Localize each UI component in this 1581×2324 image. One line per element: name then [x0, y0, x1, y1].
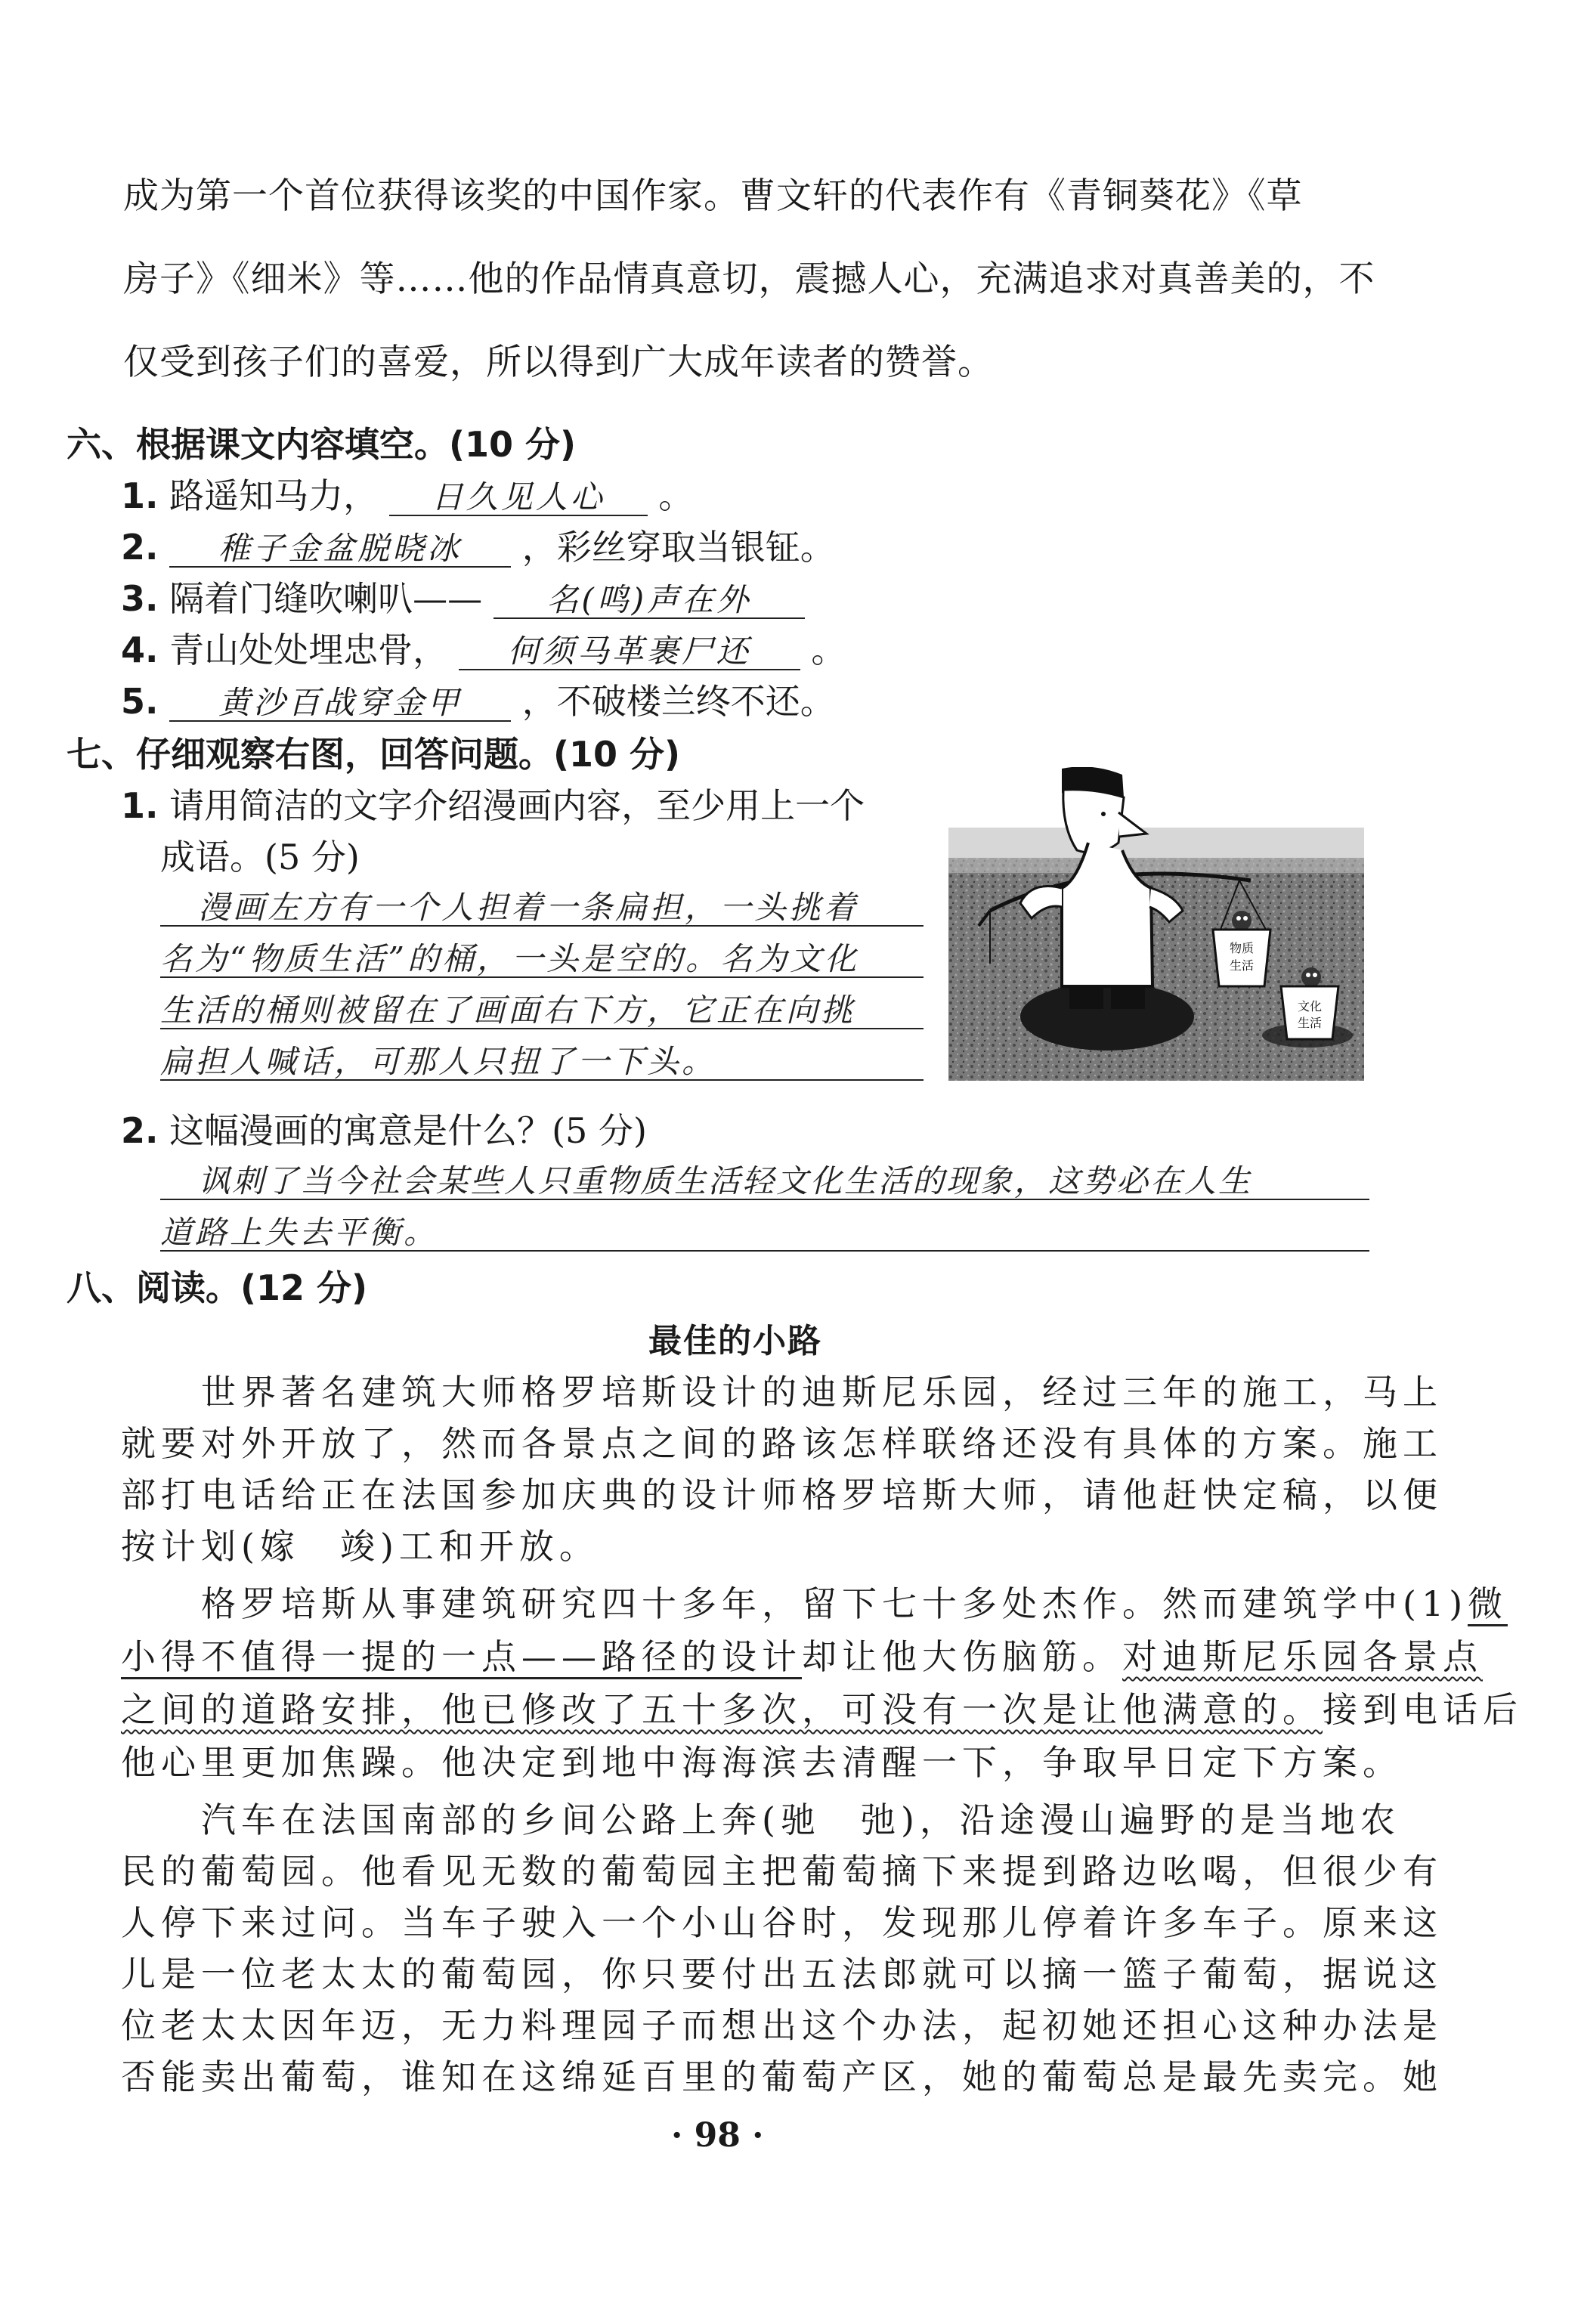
page-number: · 98 ·	[671, 2116, 764, 2155]
article-title: 最佳的小路	[648, 1322, 822, 1360]
item-text-after: 。	[811, 630, 846, 670]
item-number: 3.	[121, 578, 159, 619]
text-segment: 接到电话后	[1323, 1689, 1523, 1730]
answer-line: 讽刺了当今社会某些人只重物质生活轻文化生活的现象，这势必在人生	[198, 1162, 1253, 1199]
answer-blank[interactable]: 日久见人心	[389, 480, 648, 516]
answer-underline	[160, 925, 924, 927]
paragraph-line: 按计划(嫁 竣)工和开放。	[121, 1526, 599, 1567]
bucket-label: 生活	[1229, 958, 1255, 973]
paragraph-line: 儿是一位老太太的葡萄园，你只要付出五法郎就可以摘一篮子葡萄，据说这	[121, 1954, 1443, 1994]
intro-line-1: 成为第一个首位获得该奖的中国作家。曹文轩的代表作有《青铜葵花》《草	[123, 175, 1303, 217]
item-text-after: ，不破楼兰终不还。	[521, 681, 835, 722]
fill-item-2	[121, 520, 835, 570]
answer-blank[interactable]: 稚子金盆脱晓冰	[169, 531, 511, 568]
section-8-title: 八、阅读。(12 分)	[67, 1267, 368, 1308]
question-text: 这幅漫画的寓意是什么？(5 分)	[169, 1110, 647, 1151]
answer-blank[interactable]: 何须马革裹尸还	[459, 634, 800, 670]
question-number: 1.	[121, 785, 159, 826]
bucket-label: 物质	[1229, 941, 1255, 955]
paragraph-line: 就要对外开放了，然而各景点之间的路该怎样联络还没有具体的方案。施工	[121, 1423, 1443, 1464]
answer-underline	[160, 1250, 1369, 1252]
figure-shadow	[1020, 983, 1194, 1051]
wavy-underlined-sentence: 之间的道路安排，他已修改了五十多次，可没有一次是让他满意的。	[121, 1689, 1323, 1730]
question-1-line-1	[121, 778, 865, 828]
item-text-before: 隔着门缝吹喇叭——	[169, 578, 483, 619]
item-number: 5.	[121, 681, 159, 722]
text-segment: 格罗培斯从事建筑研究四十多年，留下七十多处杰作。然而建筑学中(1)	[121, 1583, 1468, 1624]
answer-line: 扁担人喊话，可那人只扭了一下头。	[160, 1043, 717, 1080]
paragraph-line: 位老太太因年迈，无力料理园子而想出这个办法，起初她还担心这种办法是	[121, 2005, 1443, 2046]
item-number: 2.	[121, 527, 159, 568]
paragraph-line: 民的葡萄园。他看见无数的葡萄园主把葡萄摘下来提到路边吆喝，但很少有	[121, 1851, 1443, 1892]
item-text-before: 青山处处埋忠骨，	[169, 630, 448, 670]
question-1-line-2: 成语。(5 分)	[160, 837, 360, 877]
underlined-phrase: 小得不值得一提的一点——路径的设计	[121, 1636, 802, 1679]
fill-item-1	[121, 469, 693, 518]
item-text-after: 。	[658, 475, 694, 516]
bucket-label: 生活	[1297, 1016, 1323, 1030]
paragraph-line: 他心里更加焦躁。他决定到地中海海滨去清醒一下，争取早日定下方案。	[121, 1742, 1403, 1783]
text-segment: 却让他大伤脑筋。	[802, 1636, 1122, 1677]
fill-item-4	[121, 623, 846, 673]
answer-blank[interactable]: 黄沙百战穿金甲	[169, 685, 511, 722]
paragraph-line: 部打电话给正在法国参加庆典的设计师格罗培斯大师，请他赶快定稿，以便	[121, 1475, 1443, 1515]
underlined-phrase: 微	[1468, 1583, 1508, 1626]
section-6-title: 六、根据课文内容填空。(10 分)	[67, 424, 577, 465]
answer-line: 名为“物质生活”的桶，一头是空的。名为文化	[160, 940, 859, 977]
paragraph-line: 汽车在法国南部的乡间公路上奔(驰 弛)，沿途漫山遍野的是当地农	[121, 1799, 1400, 1840]
paragraph-line: 人停下来过问。当车子驶入一个小山谷时，发现那儿停着许多车子。原来这	[121, 1902, 1443, 1943]
answer-underline	[160, 976, 924, 978]
answer-underline	[160, 1199, 1369, 1200]
fill-item-3	[121, 571, 805, 621]
answer-line: 漫画左方有一个人担着一条扁担，一头挑着	[198, 889, 859, 926]
wavy-underlined-sentence: 对迪斯尼乐园各景点	[1122, 1636, 1483, 1677]
bucket-label: 文化	[1297, 999, 1323, 1013]
intro-line-3: 仅受到孩子们的喜爱，所以得到广大成年读者的赞誉。	[123, 342, 994, 383]
item-text-after: ，彩丝穿取当银钲。	[521, 527, 835, 568]
answer-underline	[160, 1028, 924, 1029]
question-2	[121, 1103, 647, 1153]
item-text-before: 路遥知马力，	[169, 475, 379, 516]
section-7-title: 七、仔细观察右图，回答问题。(10 分)	[67, 734, 681, 775]
paragraph-line: 世界著名建筑大师格罗培斯设计的迪斯尼乐园，经过三年的施工，马上	[121, 1372, 1443, 1413]
paragraph-line	[121, 1629, 1483, 1679]
item-number: 1.	[121, 475, 159, 516]
question-number: 2.	[121, 1110, 159, 1151]
answer-line: 生活的桶则被留在了画面右下方，它正在向挑	[160, 992, 856, 1029]
question-text: 请用简洁的文字介绍漫画内容，至少用上一个	[169, 785, 865, 826]
item-number: 4.	[121, 630, 159, 670]
cartoon-illustration	[948, 767, 1364, 1081]
answer-underline	[160, 1079, 924, 1081]
answer-line: 道路上失去平衡。	[160, 1214, 439, 1251]
fill-item-5	[121, 674, 835, 724]
paragraph-line	[121, 1577, 1508, 1626]
intro-line-2: 房子》《细米》等……他的作品情真意切，震撼人心，充满追求对真善美的，不	[123, 258, 1375, 300]
paragraph-line: 否能卖出葡萄，谁知在这绵延百里的葡萄产区，她的葡萄总是最先卖完。她	[121, 2056, 1443, 2097]
answer-blank[interactable]: 名(鸣)声在外	[493, 583, 805, 619]
paragraph-line	[121, 1682, 1523, 1732]
